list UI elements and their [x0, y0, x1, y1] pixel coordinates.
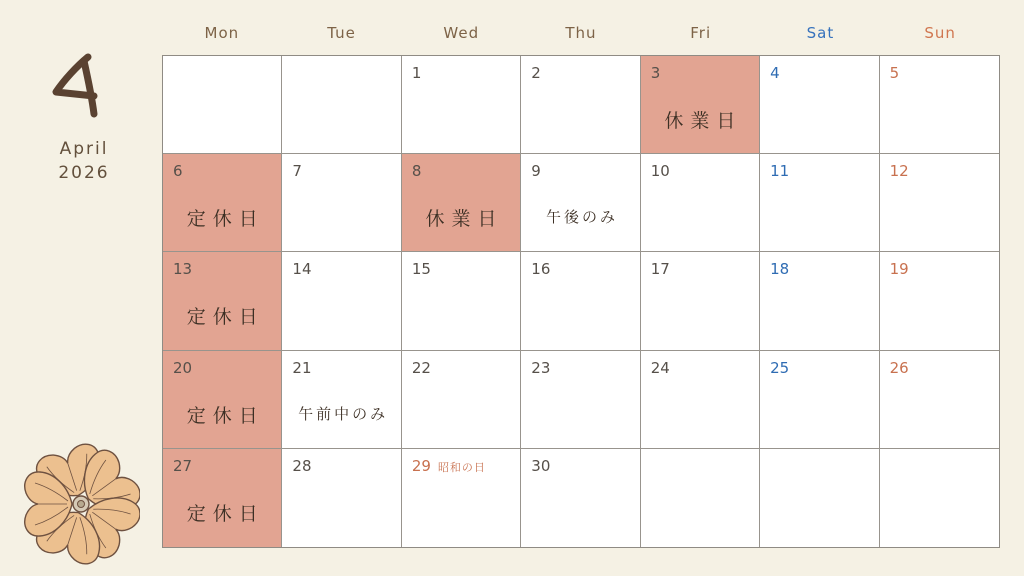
holiday-name-label: 昭和の日	[437, 460, 486, 474]
date-number: 24	[650, 358, 670, 377]
date-number: 30	[531, 456, 551, 475]
day-cell-empty	[282, 56, 401, 154]
day-cell-28	[282, 449, 401, 547]
weekday-header-wed: Wed	[443, 24, 480, 42]
day-cell-22	[402, 351, 521, 449]
month-numeral	[48, 52, 104, 120]
date-number: 21	[292, 358, 312, 377]
date-number: 11	[770, 162, 790, 181]
date-number: 4	[770, 64, 780, 82]
day-cell-1	[402, 56, 521, 154]
weekday-header-thu: Thu	[565, 24, 597, 42]
day-cell-empty	[641, 449, 760, 547]
month-name: April	[59, 139, 109, 159]
date-number: 8	[411, 162, 422, 181]
day-cell-16	[521, 252, 640, 350]
day-cell-20	[163, 351, 282, 449]
date-number: 18	[770, 260, 790, 279]
day-cell-21	[282, 351, 401, 449]
date-number: 16	[531, 260, 551, 279]
date-number: 22	[411, 358, 431, 377]
date-number: 3	[650, 64, 661, 82]
day-cell-8	[402, 154, 521, 252]
day-cell-5	[880, 56, 999, 154]
day-cell-29	[402, 449, 521, 547]
day-cell-15	[402, 252, 521, 350]
date-number: 5	[889, 64, 900, 82]
month-year-label	[36, 138, 132, 186]
day-cell-empty	[880, 449, 999, 547]
date-number: 7	[292, 162, 302, 181]
partial-hours-note: 午後のみ	[545, 208, 618, 227]
day-cell-24	[641, 351, 760, 449]
day-cell-6	[163, 154, 282, 252]
closed-day-note: 休業日	[664, 110, 743, 132]
date-number: 1	[411, 64, 422, 82]
closed-day-note: 休業日	[425, 208, 504, 231]
flower-icon	[22, 442, 140, 566]
date-number: 6	[173, 162, 183, 181]
weekday-header-sun: Sun	[924, 24, 956, 42]
day-cell-25	[760, 351, 879, 449]
day-cell-19	[880, 252, 999, 350]
day-cell-9	[521, 154, 640, 252]
weekday-header-row	[162, 24, 1000, 42]
date-number: 20	[173, 358, 193, 377]
day-cell-3	[641, 56, 760, 154]
day-cell-7	[282, 154, 401, 252]
day-cell-empty	[163, 56, 282, 154]
date-number: 29	[411, 456, 431, 475]
closed-day-note: 定休日	[186, 404, 265, 427]
day-cell-23	[521, 351, 640, 449]
date-number: 2	[531, 64, 541, 82]
weekday-header-sat: Sat	[806, 24, 835, 42]
closed-day-note: 定休日	[186, 502, 265, 525]
day-cell-26	[880, 351, 999, 449]
weekday-header-fri: Fri	[690, 24, 712, 42]
day-cell-12	[880, 154, 999, 252]
year-label: 2026	[58, 162, 110, 183]
date-number: 26	[889, 358, 909, 377]
date-number: 14	[292, 260, 312, 279]
date-number: 9	[531, 162, 541, 181]
weekday-header-mon: Mon	[204, 24, 240, 42]
day-cell-14	[282, 252, 401, 350]
calendar-grid	[162, 55, 1000, 548]
date-number: 10	[650, 162, 670, 181]
date-number: 27	[173, 456, 193, 475]
date-number: 25	[770, 358, 790, 377]
date-number: 17	[650, 260, 670, 279]
date-number: 15	[411, 260, 431, 279]
partial-hours-note: 午前中のみ	[298, 404, 389, 423]
date-number: 19	[889, 260, 909, 279]
closed-day-note: 定休日	[186, 306, 265, 329]
day-cell-17	[641, 252, 760, 350]
day-cell-4	[760, 56, 879, 154]
date-number: 28	[292, 456, 312, 475]
day-cell-empty	[760, 449, 879, 547]
day-cell-27	[163, 449, 282, 547]
day-cell-18	[760, 252, 879, 350]
day-cell-2	[521, 56, 640, 154]
closed-day-note: 定休日	[186, 208, 265, 231]
date-number: 12	[889, 162, 909, 181]
day-cell-11	[760, 154, 879, 252]
day-cell-13	[163, 252, 282, 350]
day-cell-10	[641, 154, 760, 252]
weekday-header-tue: Tue	[327, 24, 356, 42]
date-number: 23	[531, 358, 551, 377]
date-number: 13	[173, 260, 193, 279]
day-cell-30	[521, 449, 640, 547]
